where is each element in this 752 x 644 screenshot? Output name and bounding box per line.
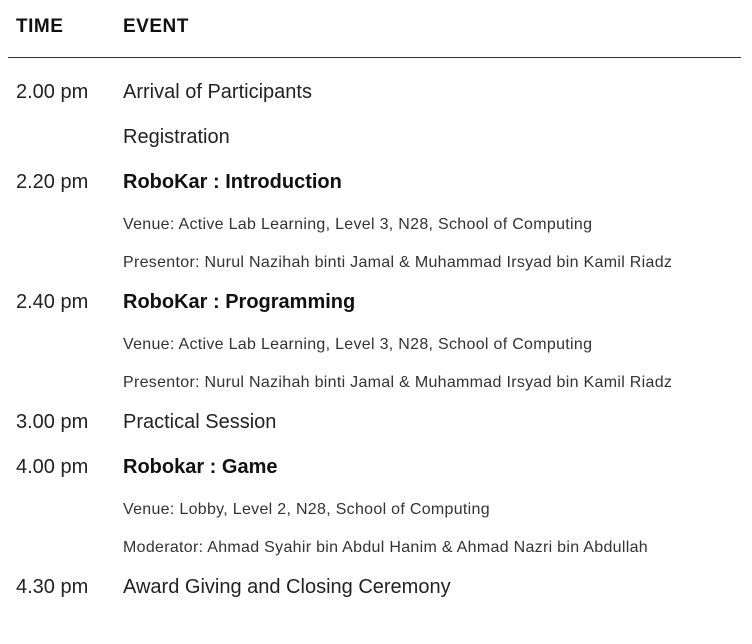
- event-cell: RoboKar : Introduction: [123, 171, 342, 193]
- event-cell: Arrival of Participants: [123, 81, 312, 103]
- time-cell: 4.30 pm: [16, 576, 89, 598]
- time-cell: 2.20 pm: [16, 171, 89, 193]
- moderator-text: Moderator: Ahmad Syahir bin Abdul Hanim & Ahmad Nazri bin Abdullah: [123, 539, 648, 556]
- venue-text: Venue: Active Lab Learning, Level 3, N28, School of Computing: [123, 336, 593, 353]
- time-cell: 3.00 pm: [16, 411, 89, 433]
- header-divider: [8, 57, 741, 58]
- table-header: [0, 16, 752, 40]
- venue-text: Venue: Active Lab Learning, Level 3, N28, School of Computing: [123, 216, 593, 233]
- event-cell: RoboKar : Programming: [123, 291, 356, 313]
- venue-text: Venue: Lobby, Level 2, N28, School of Computing: [123, 501, 490, 518]
- event-cell: Award Giving and Closing Ceremony: [123, 576, 451, 598]
- event-cell: Registration: [123, 126, 230, 148]
- time-cell: 2.40 pm: [16, 291, 89, 313]
- time-column-header: TIME: [16, 16, 64, 37]
- time-cell: 2.00 pm: [16, 81, 89, 103]
- event-cell: Robokar : Game: [123, 456, 278, 478]
- time-cell: 4.00 pm: [16, 456, 89, 478]
- presenter-text: Presentor: Nurul Nazihah binti Jamal & Muhammad Irsyad bin Kamil Riadz: [123, 374, 673, 391]
- event-cell: Practical Session: [123, 411, 277, 433]
- event-column-header: EVENT: [123, 16, 189, 37]
- presenter-text: Presentor: Nurul Nazihah binti Jamal & Muhammad Irsyad bin Kamil Riadz: [123, 254, 673, 271]
